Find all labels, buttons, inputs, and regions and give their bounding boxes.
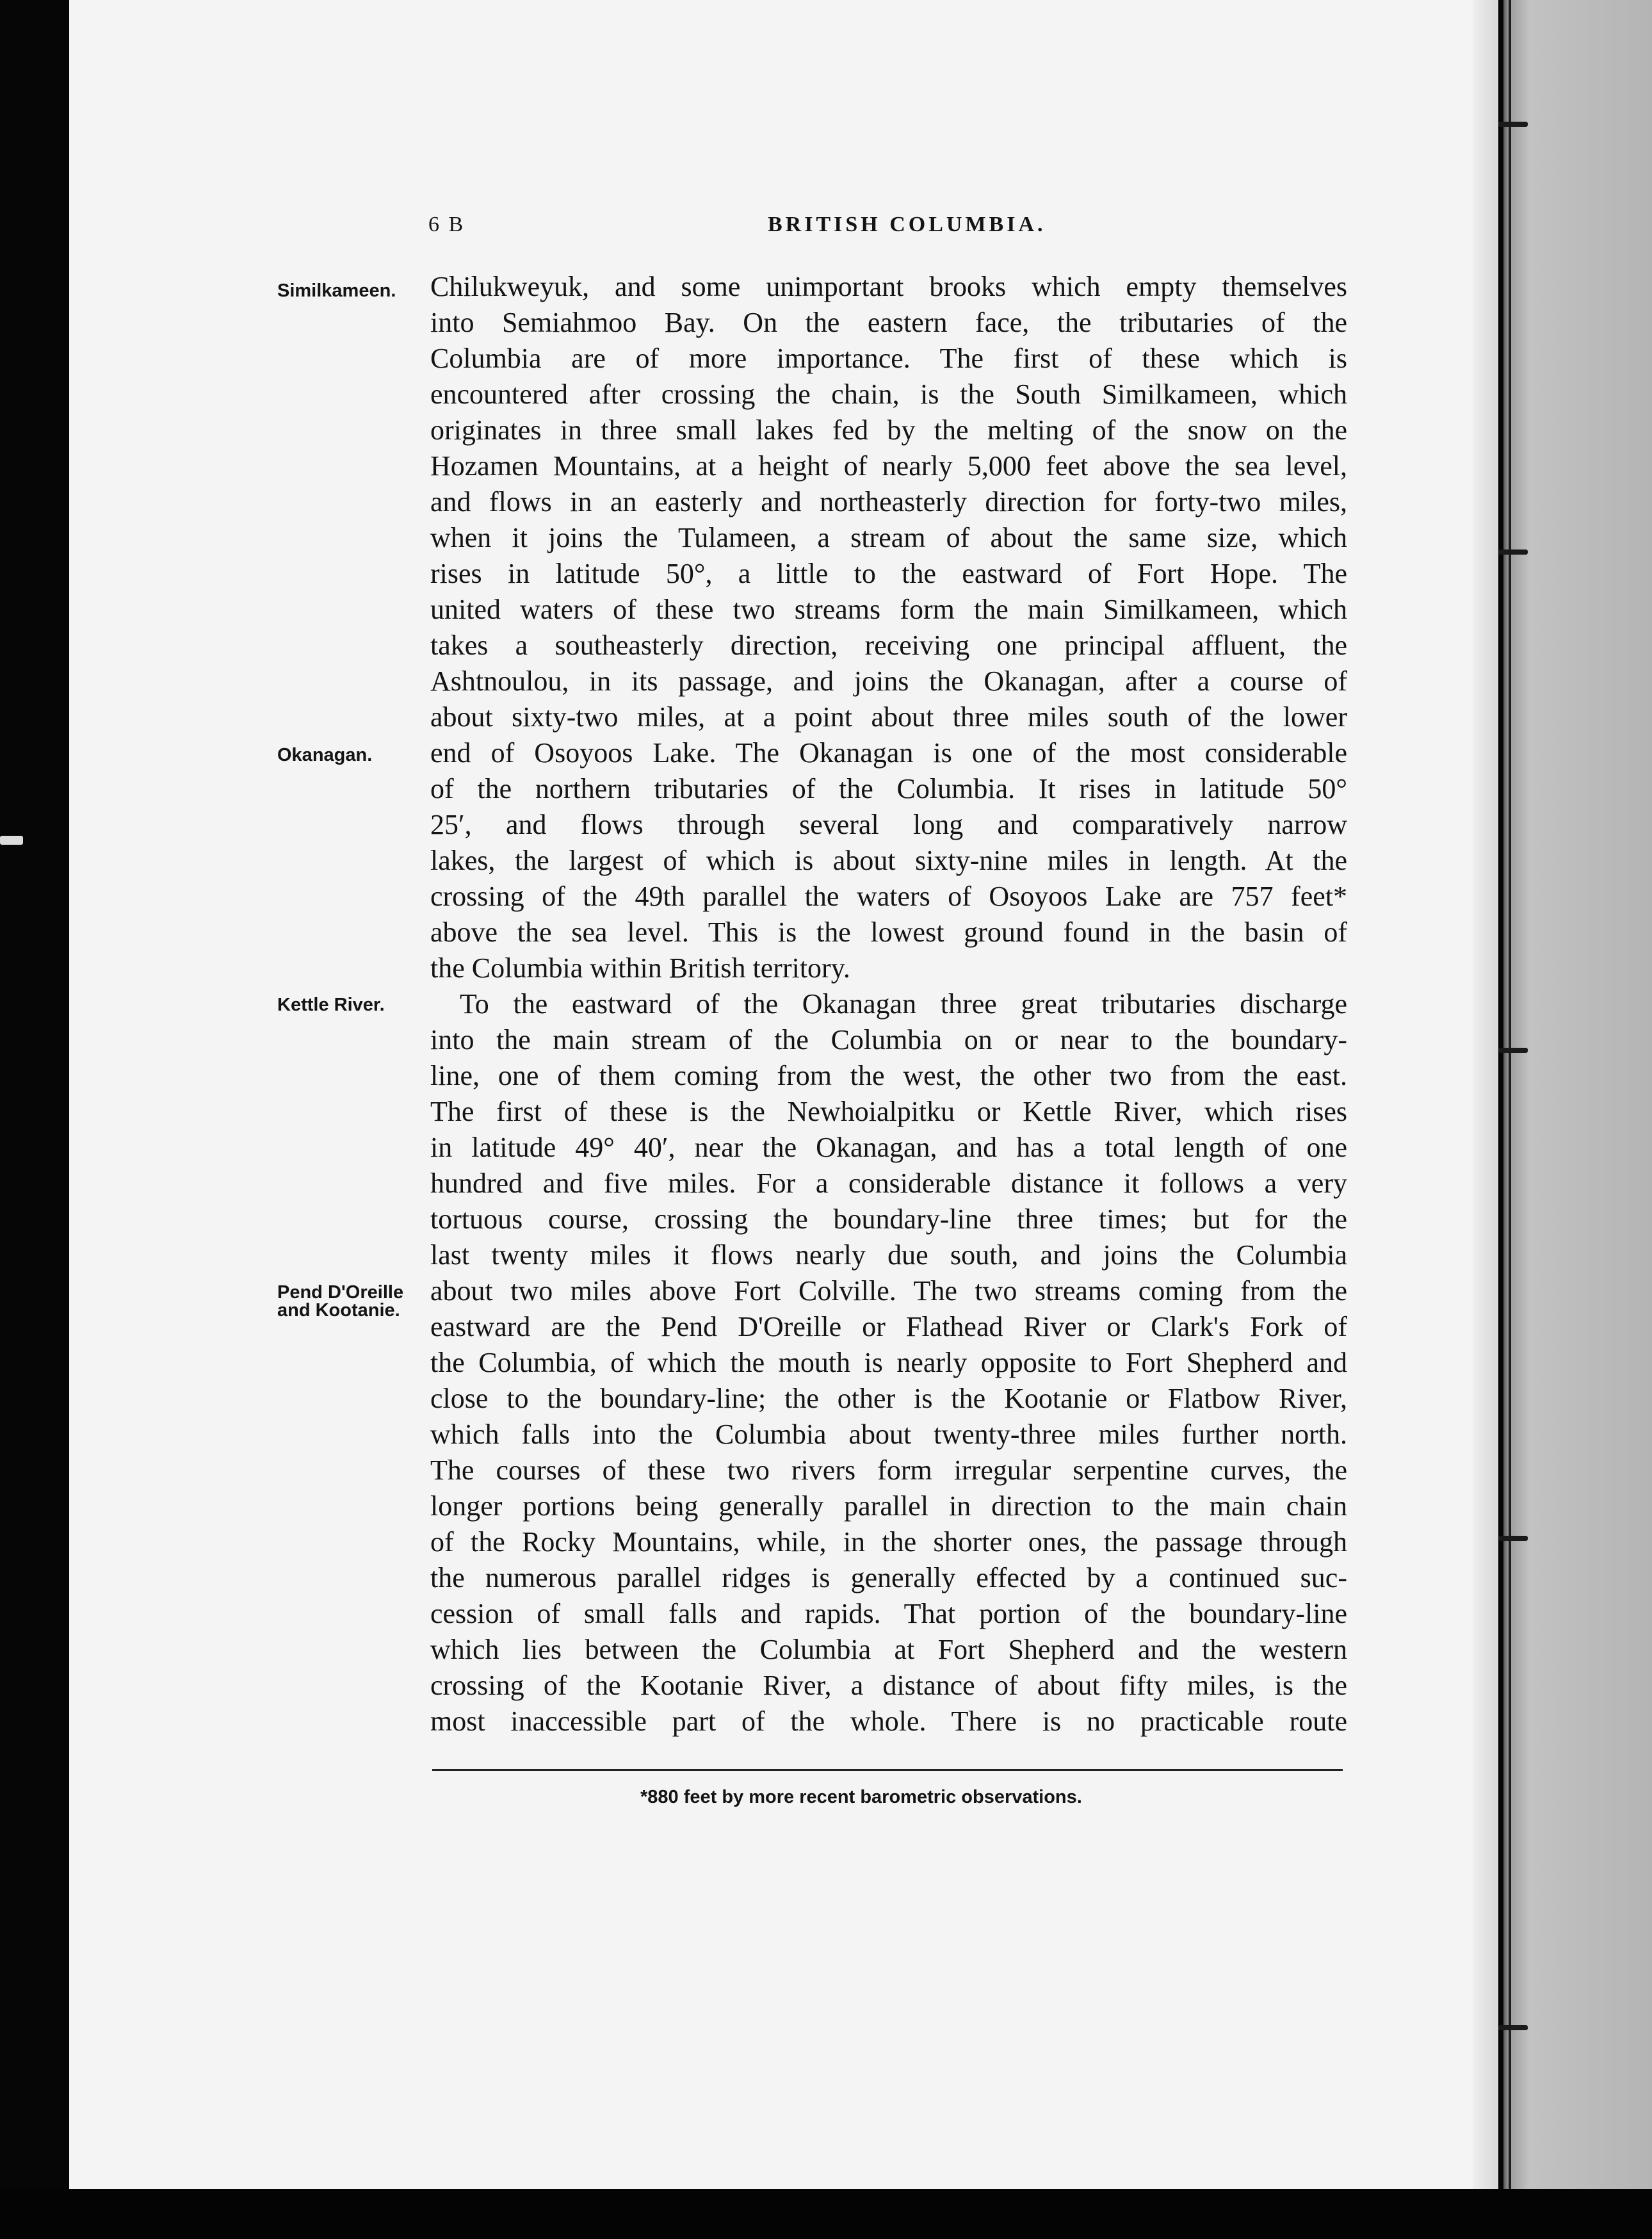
margin-note-pend-doreille bbox=[277, 1283, 403, 1319]
margin-note-similkameen bbox=[277, 282, 396, 300]
body-line: To the eastward of the Okanagan three great tributaries discharge bbox=[460, 988, 1347, 1020]
body-line: hundred and five miles. For a considerable distance it follows a very bbox=[430, 1168, 1347, 1199]
body-line: crossing of the Kootanie River, a distance of about fifty miles, is the bbox=[430, 1670, 1347, 1701]
footnote-rule bbox=[432, 1769, 1343, 1771]
body-line: tortuous course, crossing the boundary-line three times; but for the bbox=[430, 1203, 1347, 1235]
binding-stitch bbox=[1498, 122, 1528, 127]
margin-note-kettle-river bbox=[277, 996, 385, 1014]
binding-stitch bbox=[1498, 1048, 1528, 1053]
body-line: into Semiahmoo Bay. On the eastern face, the tributaries of the bbox=[430, 307, 1347, 338]
body-line: rises in latitude 50°, a little to the eastward of Fort Hope. The bbox=[430, 558, 1347, 589]
body-line: which falls into the Columbia about twenty-three miles further north. bbox=[430, 1419, 1347, 1450]
body-line: and flows in an easterly and northeasterly direction for forty-two miles, bbox=[430, 486, 1347, 517]
body-line: united waters of these two streams form the main Similkameen, which bbox=[430, 594, 1347, 625]
margin-note-line: Okanagan. bbox=[277, 745, 373, 765]
binding-stitch bbox=[1498, 550, 1528, 555]
body-line: which lies between the Columbia at Fort Shepherd and the western bbox=[430, 1634, 1347, 1665]
body-line: The courses of these two rivers form irregular serpentine curves, the bbox=[430, 1454, 1347, 1486]
body-line: the numerous parallel ridges is generally effected by a continued suc- bbox=[430, 1562, 1347, 1593]
running-title: BRITISH COLUMBIA. bbox=[768, 213, 1046, 236]
body-line: last twenty miles it flows nearly due south, and joins the Columbia bbox=[430, 1239, 1347, 1271]
body-line: encountered after crossing the chain, is the South Similkameen, which bbox=[430, 379, 1347, 410]
body-line: cession of small falls and rapids. That portion of the boundary-line bbox=[430, 1598, 1347, 1629]
body-line: the Columbia, of which the mouth is nearly opposite to Fort Shepherd and bbox=[430, 1347, 1347, 1378]
page-edge-shadow bbox=[1473, 0, 1498, 2189]
footnote: *880 feet by more recent barometric observations. bbox=[640, 1787, 1082, 1807]
body-line: of the northern tributaries of the Columbia. It rises in latitude 50° bbox=[430, 773, 1347, 804]
body-line: lakes, the largest of which is about sixty-nine miles in length. At the bbox=[430, 845, 1347, 876]
page-number: 6 B bbox=[428, 213, 466, 236]
binding-stitch bbox=[1498, 2025, 1528, 2030]
body-line: The first of these is the Newhoialpitku or Kettle River, which rises bbox=[430, 1096, 1347, 1127]
body-line: in latitude 49° 40′, near the Okanagan, and has a total length of one bbox=[430, 1132, 1347, 1163]
body-line: originates in three small lakes fed by the melting of the snow on the bbox=[430, 414, 1347, 446]
binding-fold bbox=[1503, 0, 1652, 2239]
body-line: most inaccessible part of the whole. There is no practicable route bbox=[430, 1706, 1347, 1737]
body-line: Columbia are of more importance. The first of these which is bbox=[430, 343, 1347, 374]
body-line: Hozamen Mountains, at a height of nearly 5,000 feet above the sea level, bbox=[430, 450, 1347, 482]
margin-note-line: Pend D'Oreille bbox=[277, 1282, 404, 1303]
body-line: longer portions being generally parallel in direction to the main chain bbox=[430, 1490, 1347, 1522]
body-line: crossing of the 49th parallel the waters of Osoyoos Lake are 757 feet* bbox=[430, 881, 1347, 912]
body-line: about two miles above Fort Colville. The two streams coming from the bbox=[430, 1275, 1347, 1307]
body-line: 25′, and flows through several long and comparatively narrow bbox=[430, 809, 1347, 840]
body-line: line, one of them coming from the west, the other two from the east. bbox=[430, 1060, 1347, 1091]
body-line: Chilukweyuk, and some unimportant brooks which empty themselves bbox=[430, 271, 1347, 302]
binding-line bbox=[1509, 0, 1511, 2239]
body-line: about sixty-two miles, at a point about three miles south of the lower bbox=[430, 701, 1347, 733]
body-line: above the sea level. This is the lowest ground found in the basin of bbox=[430, 916, 1347, 948]
body-line: the Columbia within British territory. bbox=[430, 952, 850, 984]
body-line: eastward are the Pend D'Oreille or Flathead River or Clark's Fork of bbox=[430, 1311, 1347, 1342]
body-line: Ashtnoulou, in its passage, and joins the Okanagan, after a course of bbox=[430, 665, 1347, 697]
body-line: end of Osoyoos Lake. The Okanagan is one of the most considerable bbox=[430, 737, 1347, 769]
body-line: close to the boundary-line; the other is the Kootanie or Flatbow River, bbox=[430, 1383, 1347, 1414]
body-line: into the main stream of the Columbia on or near to the boundary- bbox=[430, 1024, 1347, 1055]
running-header bbox=[419, 213, 1341, 246]
body-line: takes a southeasterly direction, receiving one principal affluent, the bbox=[430, 630, 1347, 661]
margin-note-line: and Kootanie. bbox=[277, 1300, 400, 1321]
scan-blot bbox=[0, 836, 23, 845]
scan-bottom-edge bbox=[0, 2189, 1652, 2239]
margin-note-okanagan bbox=[277, 746, 372, 764]
margin-note-line: Kettle River. bbox=[277, 995, 385, 1015]
margin-note-line: Similkameen. bbox=[277, 281, 396, 301]
body-line: of the Rocky Mountains, while, in the shorter ones, the passage through bbox=[430, 1526, 1347, 1558]
body-line: when it joins the Tulameen, a stream of about the same size, which bbox=[430, 522, 1347, 553]
binding-stitch bbox=[1498, 1536, 1528, 1541]
